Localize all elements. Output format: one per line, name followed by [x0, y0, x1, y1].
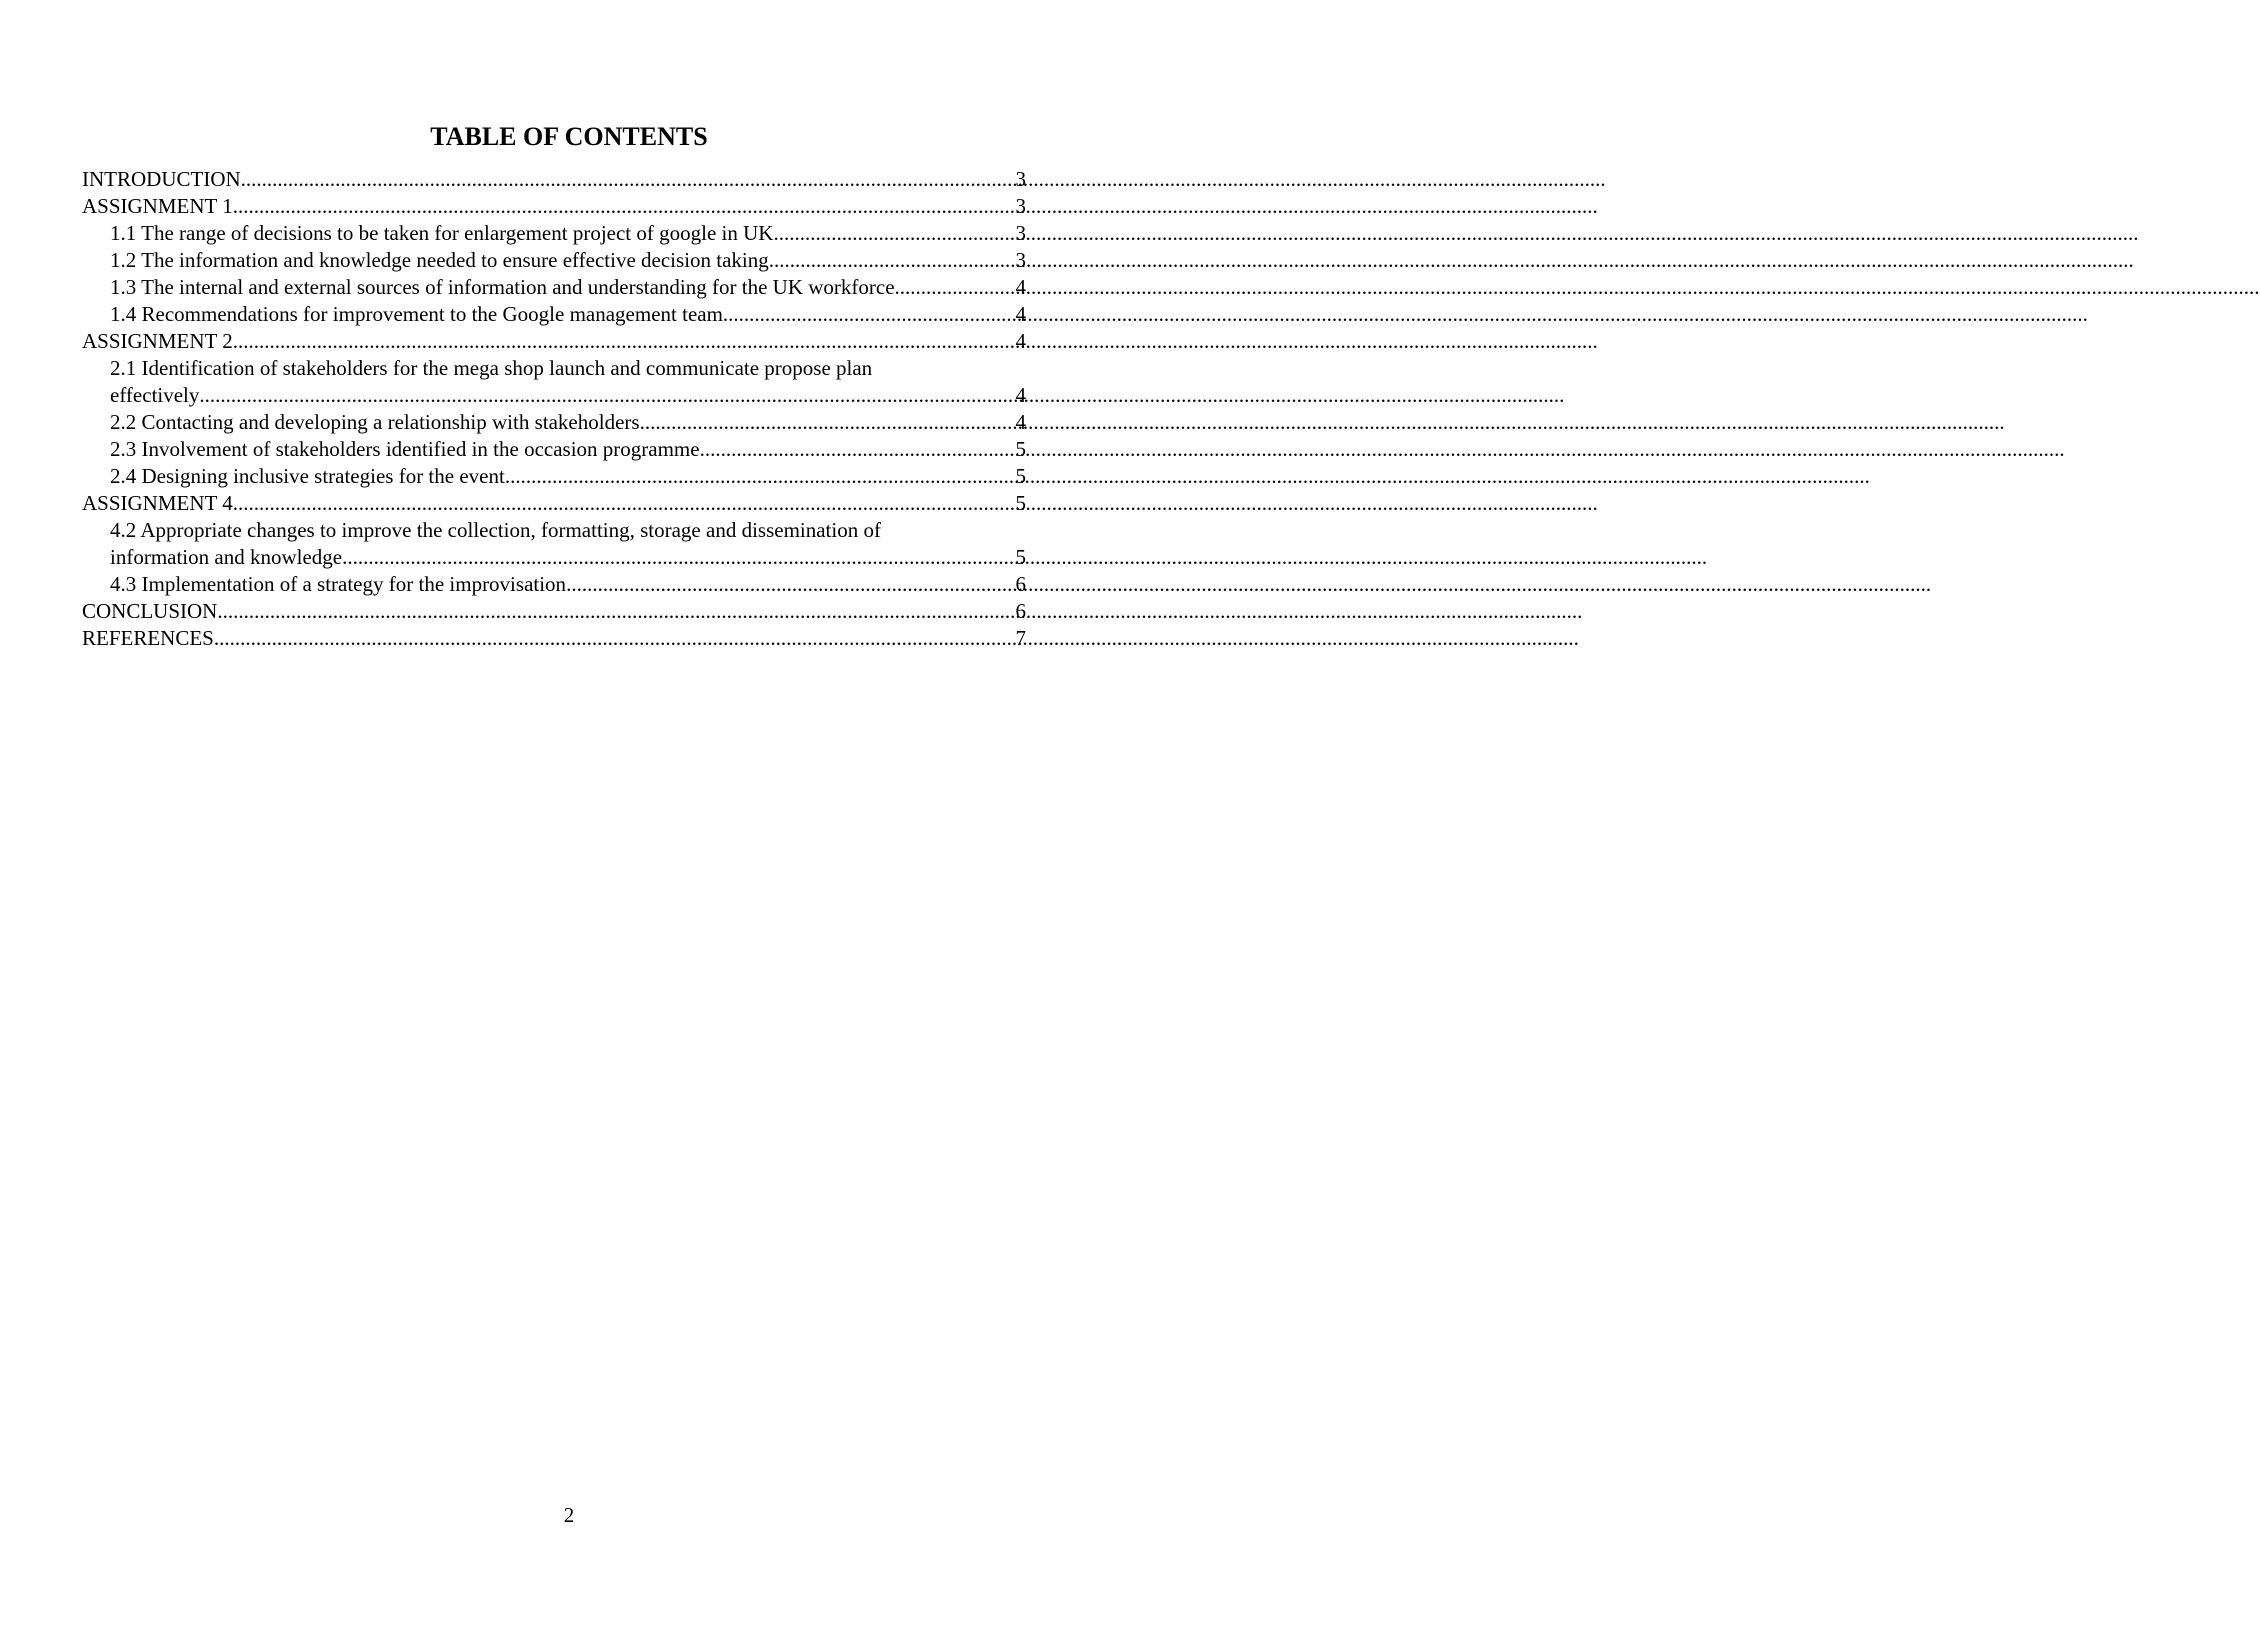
dot-leader	[640, 409, 1015, 436]
toc-entry-row	[82, 598, 1026, 625]
toc-entry-page-number: 4	[1015, 383, 1026, 407]
toc-entry[interactable]	[82, 436, 1026, 463]
toc-entry-page-number: 5	[1015, 491, 1026, 515]
toc-entry-row	[82, 490, 1026, 517]
toc-entry-page-number: 6	[1015, 572, 1026, 596]
toc-entry-page-number: 7	[1015, 626, 1026, 650]
toc-entry-label: 1.1 The range of decisions to be taken for enlargement project of google in UK	[110, 221, 774, 245]
dot-leader	[233, 328, 1015, 355]
toc-entry-row	[82, 328, 1026, 355]
toc-entry[interactable]	[82, 301, 1026, 328]
toc-entry-row	[110, 220, 1026, 247]
toc-entry-page-number: 4	[1015, 329, 1026, 353]
toc-entry-page-number: 3	[1015, 194, 1026, 218]
dot-leader	[566, 571, 1014, 598]
toc-entry-label-line: 4.2 Appropriate changes to improve the collection, formatting, storage and dissemination of	[110, 518, 881, 542]
toc-entry-row	[110, 274, 1026, 301]
toc-entry-row	[110, 301, 1026, 328]
dot-leader	[241, 166, 1015, 193]
toc-entry-page-number: 4	[1015, 275, 1026, 299]
dot-leader	[700, 436, 1015, 463]
toc-entry-page-number: 4	[1015, 302, 1026, 326]
toc-entry-label: 1.2 The information and knowledge needed to ensure effective decision taking	[110, 248, 769, 272]
toc-entry-label: information and knowledge	[110, 545, 343, 569]
toc-entry[interactable]	[82, 517, 1026, 571]
dot-leader	[214, 625, 1015, 652]
toc-entry-label: INTRODUCTION	[82, 167, 241, 191]
dot-leader	[199, 382, 1014, 409]
toc-entry[interactable]	[82, 571, 1026, 598]
toc-entry[interactable]	[82, 490, 1026, 517]
dot-leader	[342, 544, 1014, 571]
toc-entry-page-number: 6	[1015, 599, 1026, 623]
dot-leader	[723, 301, 1015, 328]
toc-entry-page-number: 3	[1015, 248, 1026, 272]
dot-leader	[233, 490, 1015, 517]
toc-entry-label: effectively	[110, 383, 200, 407]
toc-entry-label: ASSIGNMENT 4	[82, 491, 233, 515]
toc-entry[interactable]	[82, 355, 1026, 409]
dot-leader	[895, 274, 1015, 301]
toc-entry-label-line: 2.1 Identification of stakeholders for the mega shop launch and communicate propose plan	[110, 356, 873, 380]
toc-entry[interactable]	[82, 274, 1026, 301]
toc-entry-row	[82, 625, 1026, 652]
toc-entry-page-number: 4	[1015, 410, 1026, 434]
toc-entry-label: 1.4 Recommendations for improvement to the Google management team	[110, 302, 723, 326]
toc-entry[interactable]	[82, 328, 1026, 355]
toc-entry-label: ASSIGNMENT 2	[82, 329, 233, 353]
dot-leader	[217, 598, 1014, 625]
toc-entry-row	[110, 463, 1026, 490]
toc-entry[interactable]	[82, 193, 1026, 220]
toc-entry-label: REFERENCES	[82, 626, 214, 650]
toc-entry-page-number: 5	[1015, 464, 1026, 488]
toc-entry-label: CONCLUSION	[82, 599, 218, 623]
toc-entry-row	[110, 436, 1026, 463]
toc-entry-row	[110, 382, 1026, 409]
toc-entry[interactable]	[82, 625, 1026, 652]
toc-entry[interactable]	[82, 598, 1026, 625]
toc-entry-row	[110, 247, 1026, 274]
toc-entry-row	[110, 571, 1026, 598]
toc-entry-page-number: 5	[1015, 545, 1026, 569]
dot-leader	[233, 193, 1015, 220]
dot-leader	[773, 220, 1014, 247]
toc-entry[interactable]	[82, 463, 1026, 490]
toc-entry[interactable]	[82, 409, 1026, 436]
toc-entry-label: ASSIGNMENT 1	[82, 194, 233, 218]
toc-entry[interactable]	[82, 166, 1026, 193]
toc-entry-label: 1.3 The internal and external sources of information and understanding for the UK workforce	[110, 275, 895, 299]
table-of-contents	[82, 166, 1026, 652]
toc-entry-row	[82, 193, 1026, 220]
toc-entry-row	[82, 166, 1026, 193]
toc-entry-label: 2.2 Contacting and developing a relationship with stakeholders	[110, 410, 640, 434]
toc-entry[interactable]	[82, 247, 1026, 274]
toc-entry-label: 2.3 Involvement of stakeholders identified in the occasion programme	[110, 437, 700, 461]
toc-entry-row	[110, 544, 1026, 571]
page-number: 2	[563, 1503, 575, 1527]
dot-leader	[769, 247, 1015, 274]
toc-entry[interactable]	[82, 220, 1026, 247]
toc-entry-label: 4.3 Implementation of a strategy for the improvisation	[110, 572, 567, 596]
toc-entry-page-number: 3	[1015, 221, 1026, 245]
dot-leader	[505, 463, 1015, 490]
toc-title: TABLE OF CONTENTS	[430, 122, 708, 151]
toc-entry-label: 2.4 Designing inclusive strategies for the event	[110, 464, 505, 488]
toc-entry-page-number: 5	[1015, 437, 1026, 461]
toc-entry-page-number: 3	[1015, 167, 1026, 191]
toc-entry-row	[110, 409, 1026, 436]
